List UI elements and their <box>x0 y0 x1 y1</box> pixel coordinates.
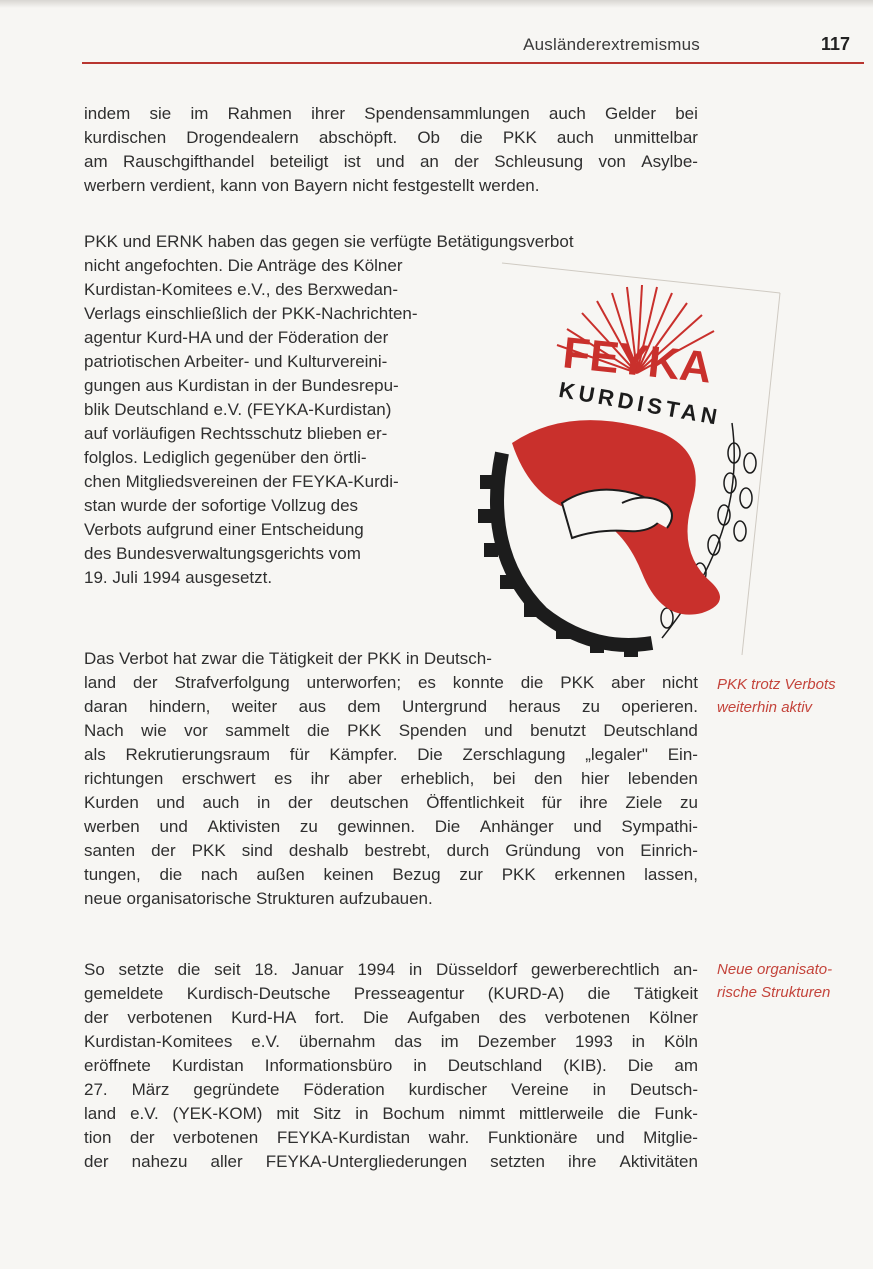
text-line: Kurdistan-Komitees e.V. übernahm das im Dezember 1993 in Köln <box>84 1032 698 1051</box>
text-line: PKK und ERNK haben das gegen sie verfügte Betätigungsverbot <box>84 232 574 251</box>
text-line: werbern verdient, kann von Bayern nicht festgestellt werden. <box>84 176 540 195</box>
text-line: Das Verbot hat zwar die Tätigkeit der PKK in Deutsch- <box>84 649 492 668</box>
text-line: eröffnete Kurdistan Informationsbüro in Deutschland (KIB). Die am <box>84 1056 698 1075</box>
text-line: der nahezu aller FEYKA-Untergliederungen setzten ihre Aktivitäten <box>84 1152 698 1171</box>
text-line: Verlags einschließlich der PKK-Nachrichten- <box>84 304 418 323</box>
text-line: werben und Aktivisten zu gewinnen. Die Anhänger und Sympathi- <box>84 817 698 836</box>
margin-note-new-structures: Neue organisato- rische Strukturen <box>717 961 833 1001</box>
emblem-subtitle: KURDISTAN <box>557 376 723 431</box>
margin-note-pkk-active: PKK trotz Verbots weiterhin aktiv <box>717 676 836 716</box>
text-line: als Rekrutierungsraum für Kämpfer. Die Zerschlagung „legaler" Ein- <box>84 745 698 764</box>
text-line: gemeldete Kurdisch-Deutsche Presseagentur (KURD-A) die Tätigkeit <box>84 984 698 1003</box>
text-line: land der Strafverfolgung unterworfen; es konnte die PKK aber nicht <box>84 673 698 692</box>
text-line: patriotischen Arbeiter- und Kulturvereini- <box>84 352 388 371</box>
paragraph-1 <box>84 102 698 198</box>
text-line: santen der PKK sind deshalb bestrebt, durch Gründung von Einrich- <box>84 841 698 860</box>
text-line: tungen, die nach außen keinen Bezug zur PKK erkennen lassen, <box>84 865 698 884</box>
text-line: Nach wie vor sammelt die PKK Spenden und benutzt Deutschland <box>84 721 698 740</box>
text-line: nicht angefochten. Die Anträge des Kölner <box>84 256 403 275</box>
text-line: Kurdistan-Komitees e.V., des Berxwedan- <box>84 280 399 299</box>
header-title: Ausländerextremismus <box>523 35 700 54</box>
text-line: agentur Kurd-HA und der Föderation der <box>84 328 389 347</box>
text-line: Verbots aufgrund einer Entscheidung <box>84 520 364 539</box>
text-line: tion der verbotenen FEYKA-Kurdistan wahr. Funktionäre und Mitglie- <box>84 1128 698 1147</box>
text-line: indem sie im Rahmen ihrer Spendensammlungen auch Gelder bei <box>84 104 698 123</box>
text-line: Kurden und auch in der deutschen Öffentlichkeit für ihre Ziele zu <box>84 793 698 812</box>
header-rule <box>82 62 864 64</box>
page-number: 117 <box>820 34 850 54</box>
page-edge-shadow <box>0 0 873 8</box>
running-header <box>82 32 862 62</box>
text-line: 27. März gegründete Föderation kurdischer Vereine in Deutsch- <box>84 1080 698 1099</box>
emblem-title: FEYKA <box>560 328 714 393</box>
text-line: gungen aus Kurdistan in der Bundesrepu- <box>84 376 399 395</box>
text-line: daran hindern, weiter aus dem Untergrund heraus zu operieren. <box>84 697 698 716</box>
text-line: kurdischen Drogendealern abschöpft. Ob die PKK auch unmittelbar <box>84 128 698 147</box>
text-line: blik Deutschland e.V. (FEYKA-Kurdistan) <box>84 400 392 419</box>
text-line: land e.V. (YEK-KOM) mit Sitz in Bochum nimmt mittlerweile die Funk- <box>84 1104 698 1123</box>
text-line: des Bundesverwaltungsgerichts vom <box>84 544 361 563</box>
text-line: am Rauschgifthandel beteiligt ist und an der Schleusung von Asylbe- <box>84 152 698 171</box>
text-line: 19. Juli 1994 ausgesetzt. <box>84 568 273 587</box>
text-line: folglos. Lediglich gegenüber den örtli- <box>84 448 367 467</box>
paragraph-4 <box>84 958 698 1174</box>
text-line: richtungen erschwert es ihr aber erheblich, bei den hier lebenden <box>84 769 698 788</box>
text-line: So setzte die seit 18. Januar 1994 in Düsseldorf gewerberechtlich an- <box>84 960 698 979</box>
paragraph-3 <box>84 647 698 911</box>
text-line: auf vorläufigen Rechtsschutz blieben er- <box>84 424 388 443</box>
feyka-kurdistan-emblem <box>462 253 782 658</box>
text-line: neue organisatorische Strukturen aufzubauen. <box>84 889 433 908</box>
text-line: der verbotenen Kurd-HA fort. Die Aufgaben des verbotenen Kölner <box>84 1008 698 1027</box>
text-line: chen Mitgliedsvereinen der FEYKA-Kurdi- <box>84 472 399 491</box>
text-line: stan wurde der sofortige Vollzug des <box>84 496 359 515</box>
